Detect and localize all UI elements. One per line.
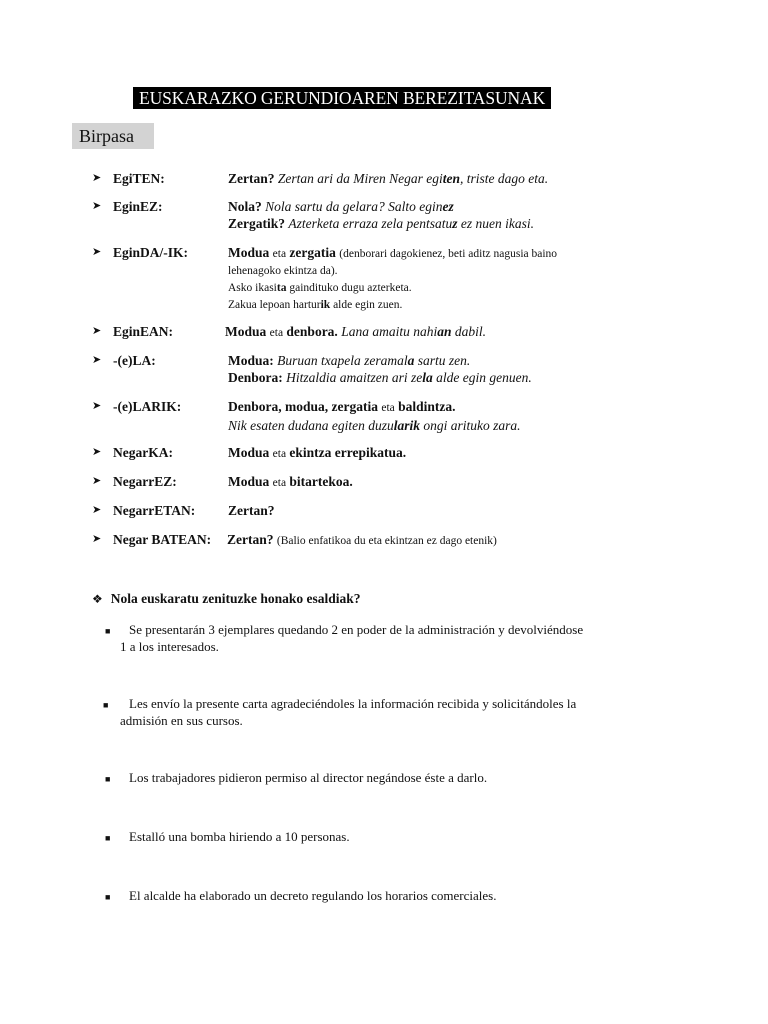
rule-term: EginEZ: <box>113 199 163 214</box>
rule-label: ekintza errepikatua. <box>289 445 407 460</box>
question-text: Nola euskaratu zenituzke honako esaldiak? <box>110 591 361 606</box>
rule-label: Modua <box>228 245 270 260</box>
example-text: Lana amaitu nahi <box>341 324 438 339</box>
rule-label: Modua <box>228 474 270 489</box>
example-text: Hitzaldia amaitzen ari ze <box>286 370 423 385</box>
arrow-bullet-icon: ➤ <box>92 354 102 366</box>
rule-description <box>228 244 557 314</box>
square-bullet-icon: ■ <box>105 833 111 843</box>
document-title: EUSKARAZKO GERUNDIOAREN BEREZITASUNAK <box>133 87 551 109</box>
example-highlight: a <box>407 353 415 368</box>
connector-text: eta <box>272 448 287 460</box>
example-text: Nik esaten dudana egiten duzu <box>228 418 394 433</box>
example-text: Asko ikasi <box>228 282 277 294</box>
sentence-text: Les envío la presente carta agradeciéndoles la información recibida y solicitándoles la <box>129 696 577 711</box>
example-highlight: larik <box>393 418 420 433</box>
arrow-bullet-icon: ➤ <box>92 400 102 412</box>
rule-example <box>228 297 557 314</box>
example-text: ez nuen ikasi. <box>457 216 534 231</box>
rule-label: Denbora, modua, zergatia <box>228 399 378 414</box>
example-highlight: ez <box>442 199 454 214</box>
example-text: dabil. <box>451 324 486 339</box>
example-text: Azterketa erraza zela pentsatu <box>288 216 453 231</box>
rule-label: zergatia <box>289 245 336 260</box>
rule-label: Zertan? <box>227 532 274 547</box>
rule-description <box>228 502 275 519</box>
square-bullet-icon: ■ <box>105 892 111 902</box>
example-highlight: an <box>437 324 452 339</box>
example-text: Nola sartu da gelara? Salto egin <box>265 199 443 214</box>
rule-example <box>286 370 532 385</box>
rule-description <box>225 323 486 342</box>
sentence-text: Estalló una bomba hiriendo a 10 personas. <box>129 829 350 844</box>
example-text: Zakua lepoan hartur <box>228 299 321 311</box>
example-highlight: ta <box>276 282 287 294</box>
sentence-text: Se presentarán 3 ejemplares quedando 2 en poder de la administración y devolviéndose <box>129 622 584 637</box>
example-text: Zertan ari da Miren Negar egi <box>277 171 443 186</box>
example-text: alde egin genuen. <box>432 370 532 385</box>
arrow-bullet-icon: ➤ <box>92 504 102 516</box>
rule-label: Zergatik? <box>228 216 285 231</box>
rule-label: Modua <box>225 324 267 339</box>
example-text: Buruan txapela zeramal <box>277 353 408 368</box>
rule-label: denbora. <box>286 324 338 339</box>
rule-example <box>228 417 521 434</box>
arrow-bullet-icon: ➤ <box>92 446 102 458</box>
arrow-bullet-icon: ➤ <box>92 533 102 545</box>
arrow-bullet-icon: ➤ <box>92 246 102 258</box>
rule-example <box>277 353 470 368</box>
rule-term: Negar BATEAN: <box>113 532 212 547</box>
connector-text: eta <box>272 248 287 260</box>
rule-example <box>288 216 534 231</box>
rule-note: lehenagoko ekintza da). <box>228 265 338 277</box>
rule-label: bitartekoa. <box>289 474 353 489</box>
rule-description <box>228 398 521 434</box>
rule-term: EginEAN: <box>113 324 174 339</box>
rule-label: baldintza. <box>398 399 456 414</box>
square-bullet-icon: ■ <box>105 626 111 636</box>
rule-description <box>227 531 497 550</box>
rule-label: Modua <box>228 445 270 460</box>
example-highlight: ik <box>320 299 331 311</box>
rule-term: EginDA/-IK: <box>113 245 189 260</box>
rule-term: -(e)LARIK: <box>113 399 182 414</box>
rule-example <box>228 280 557 297</box>
rule-example <box>278 171 548 186</box>
rule-label: Denbora: <box>228 370 283 385</box>
example-text: ongi arituko zara. <box>420 418 521 433</box>
example-highlight: la <box>422 370 433 385</box>
arrow-bullet-icon: ➤ <box>92 200 102 212</box>
rule-label: Nola? <box>228 199 262 214</box>
example-text: , triste dago eta. <box>460 171 549 186</box>
rule-note: (denborari dagokienez, beti aditz nagusia baino <box>339 248 558 260</box>
sentence-text: Los trabajadores pidieron permiso al director negándose éste a darlo. <box>129 770 488 785</box>
square-bullet-icon: ■ <box>105 774 111 784</box>
connector-text: eta <box>272 477 287 489</box>
rule-term: -(e)LA: <box>113 353 156 368</box>
rule-label: Zertan? <box>228 171 275 186</box>
sentence-text: 1 a los interesados. <box>120 639 219 654</box>
example-highlight: ten <box>442 171 461 186</box>
rule-term: NegarrETAN: <box>113 503 196 518</box>
arrow-bullet-icon: ➤ <box>92 172 102 184</box>
example-text: alde egin zuen. <box>330 299 403 311</box>
rule-note: (Balio enfatikoa du eta ekintzan ez dago etenik) <box>276 535 497 547</box>
rule-label: Modua: <box>228 353 274 368</box>
exercise-question <box>92 590 361 608</box>
square-bullet-icon: ■ <box>103 700 109 710</box>
example-text: sartu zen. <box>414 353 471 368</box>
rule-term: NegarrEZ: <box>113 474 177 489</box>
connector-text: eta <box>269 327 284 339</box>
rule-example <box>341 324 486 339</box>
connector-text: eta <box>381 402 395 414</box>
rule-description <box>228 352 532 386</box>
example-highlight: z <box>452 216 458 231</box>
section-heading: Birpasa <box>72 123 154 149</box>
rule-description <box>228 170 548 187</box>
four-diamond-bullet-icon: ❖ <box>92 592 103 606</box>
example-text: gaindituko dugu azterketa. <box>286 282 412 294</box>
arrow-bullet-icon: ➤ <box>92 325 102 337</box>
rule-description <box>228 198 534 232</box>
rule-term: NegarKA: <box>113 445 173 460</box>
rule-description <box>228 473 353 492</box>
sentence-text: admisión en sus cursos. <box>120 713 243 728</box>
rule-label: Zertan? <box>228 503 275 518</box>
arrow-bullet-icon: ➤ <box>92 475 102 487</box>
rule-example <box>265 199 454 214</box>
rule-description <box>228 444 406 463</box>
sentence-text: El alcalde ha elaborado un decreto regulando los horarios comerciales. <box>129 888 497 903</box>
rule-term: EgiTEN: <box>113 171 165 186</box>
